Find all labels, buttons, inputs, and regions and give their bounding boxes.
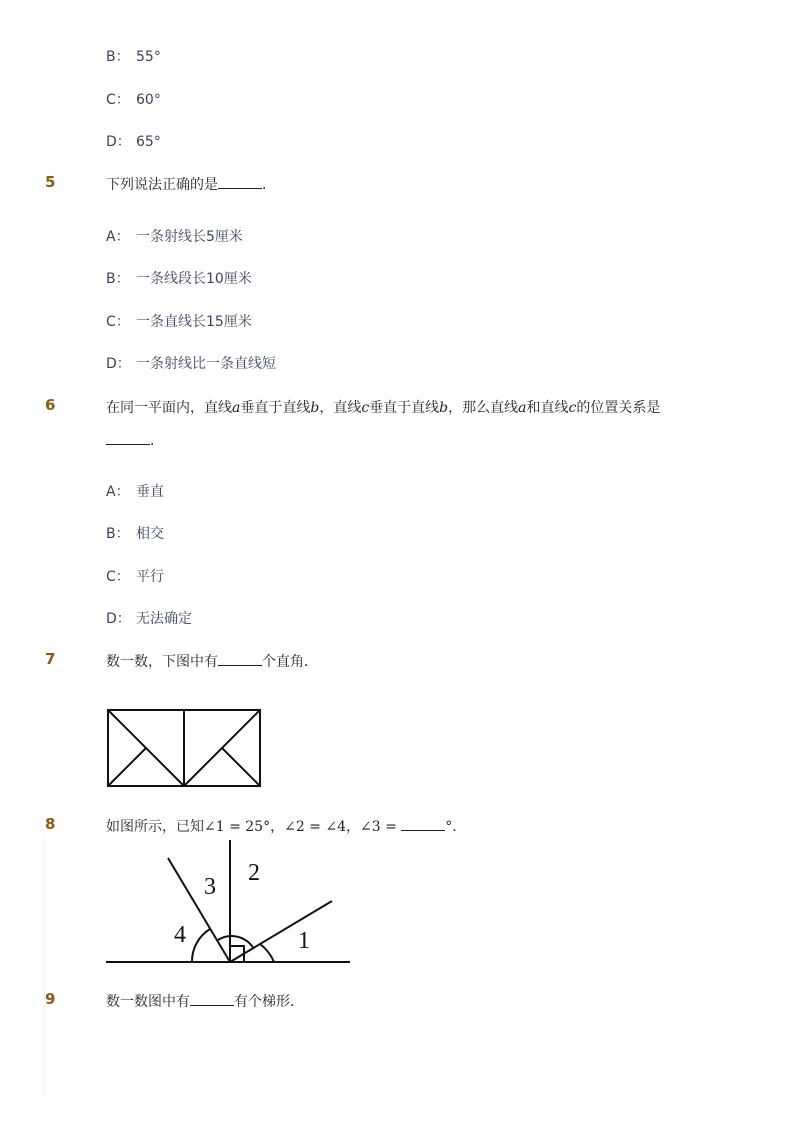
question-number: 9 bbox=[45, 990, 56, 1008]
question-text: 数一数，下图中有 个直角． bbox=[106, 654, 318, 670]
margin-line bbox=[44, 836, 45, 1098]
question-number: 5 bbox=[45, 173, 56, 191]
option-b[interactable]: B： 相交 bbox=[106, 526, 164, 542]
angle-label-1: 1 bbox=[298, 928, 310, 954]
option-c[interactable]: C： 平行 bbox=[106, 569, 164, 585]
question-text-continued: ． bbox=[106, 430, 164, 450]
option-c[interactable]: C： 一条直线长15厘米 bbox=[106, 314, 252, 330]
angle-figure bbox=[104, 838, 354, 966]
rectangle-figure bbox=[106, 708, 262, 788]
option-d[interactable]: D： 无法确定 bbox=[106, 611, 192, 627]
question-number: 7 bbox=[45, 650, 56, 668]
option-c[interactable]: C： 60° bbox=[106, 92, 161, 108]
angle-label-2: 2 bbox=[248, 860, 260, 886]
question-text: 数一数图中有 有个梯形． bbox=[106, 994, 304, 1010]
option-b[interactable]: B： 一条线段长10厘米 bbox=[106, 271, 252, 287]
question-text: 如图所示，已知∠1 = 25°，∠2 = ∠4，∠3 = °． bbox=[106, 819, 467, 835]
question-number: 6 bbox=[45, 396, 56, 414]
answer-blank[interactable] bbox=[106, 432, 150, 445]
angle-label-4: 4 bbox=[174, 922, 186, 948]
option-d[interactable]: D： 65° bbox=[106, 134, 161, 150]
answer-blank[interactable] bbox=[218, 176, 262, 189]
angle-label-3: 3 bbox=[204, 874, 216, 900]
option-d[interactable]: D： 一条射线比一条直线短 bbox=[106, 356, 276, 372]
question-text: 在同一平面内，直线a垂直于直线b，直线c垂直于直线b，那么直线a和直线c的位置关系是 bbox=[106, 400, 661, 416]
answer-blank[interactable] bbox=[218, 653, 262, 666]
question-number: 8 bbox=[45, 815, 56, 833]
option-a[interactable]: A： 垂直 bbox=[106, 484, 164, 500]
option-b[interactable]: B： 55° bbox=[106, 49, 161, 65]
answer-blank[interactable] bbox=[190, 993, 234, 1006]
option-a[interactable]: A： 一条射线长5厘米 bbox=[106, 229, 243, 245]
answer-blank[interactable] bbox=[401, 818, 445, 831]
question-text: 下列说法正确的是 ． bbox=[106, 177, 276, 193]
